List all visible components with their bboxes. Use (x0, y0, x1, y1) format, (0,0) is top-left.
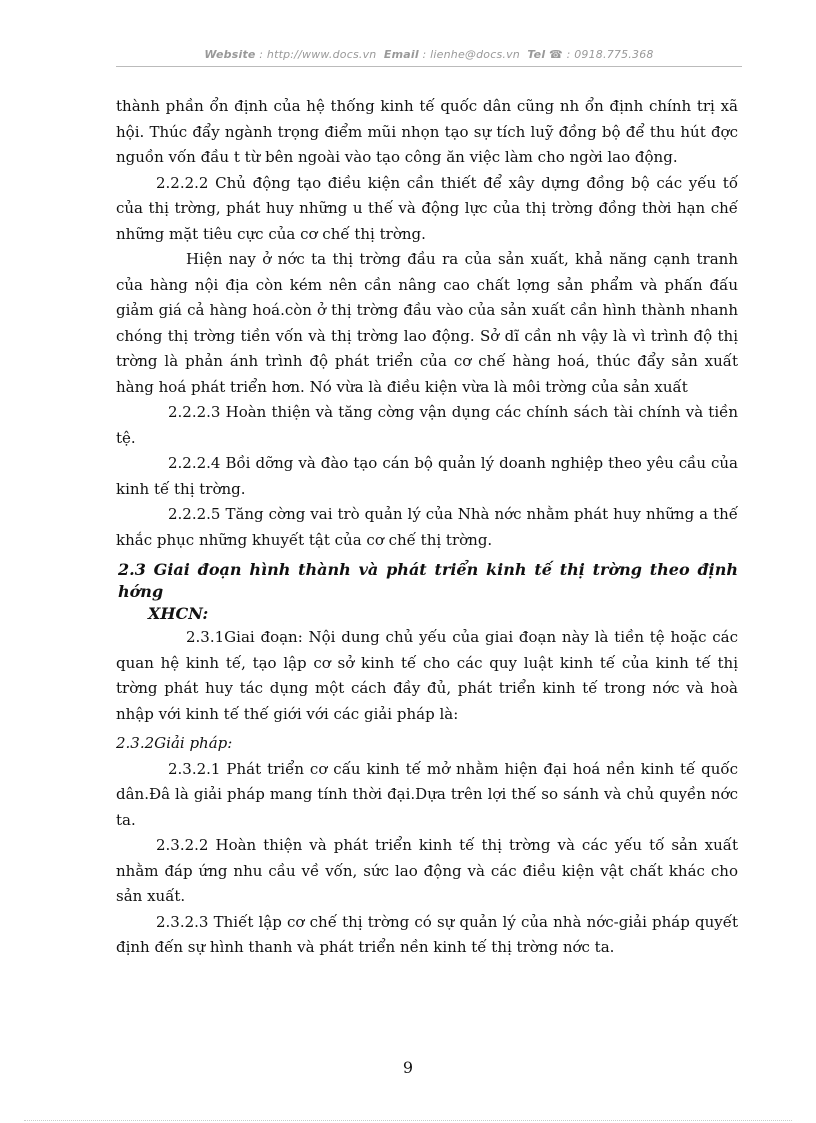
website-label: Website (204, 48, 256, 61)
tel-label: Tel (527, 48, 546, 61)
email-address[interactable]: : lienhe@docs.vn (422, 48, 520, 61)
website-url[interactable]: : http://www.docs.vn (259, 48, 377, 61)
page-number: 9 (402, 1058, 414, 1077)
paragraph: 2.2.2.4 Bồi dỡng và đào tạo cán bộ quản lý doanh nghiệp theo yêu cầu của kinh tế thị trờng. (116, 454, 738, 498)
tel-number: ☎ : 0918.775.368 (549, 48, 654, 61)
section-heading-line1: 2.3 Giai đoạn hình thành và phát triển kinh tế thị trờng theo định hớng (118, 560, 738, 601)
paragraph: 2.2.2.5 Tăng cờng vai trò quản lý của Nhà nớc nhằm phát huy những a thế khắc phục những khuyết tật của cơ chế thị trờng. (116, 505, 738, 549)
subheading: 2.3.2Giải pháp: (116, 734, 233, 752)
footer-divider (24, 1120, 792, 1121)
paragraph: thành phần ổn định của hệ thống kinh tế quốc dân cũng nh ổn định chính trị xã hội. Thúc đẩy ngành trọng điểm mũi nhọn tạo sự tích luỹ đồng bộ để thu hút đợc nguồn vốn đầu t từ bên ngoài vào tạo công ăn việc làm cho ngời lao động. (116, 97, 738, 166)
document-body (116, 94, 738, 961)
email-label: Email (383, 48, 419, 61)
page-header (116, 48, 742, 61)
paragraph: 2.3.1Giai đoạn: Nội dung chủ yếu của giai đoạn này là tiền tệ hoặc các quan hệ kinh tế, tạo lập cơ sở kinh tế cho các quy luật kinh tế của kinh tế thị trờng phát huy tác dụng một cách đầy đủ, phát triển kinh tế trong nớc và hoà nhập với kinh tế thế giới với các giải pháp là: (116, 628, 738, 723)
header-divider (116, 66, 742, 67)
paragraph: 2.3.2.3 Thiết lập cơ chế thị trờng có sự quản lý của nhà nớc-giải pháp quyết định đến sự hình thanh và phát triển nền kinh tế thị trờng nớc ta. (116, 912, 738, 956)
paragraph: Hiện nay ở nớc ta thị trờng đầu ra của sản xuất, khả năng cạnh tranh của hàng nội địa còn kém nên cần nâng cao chất lợng sản phẩm và phấn đấu giảm giá cả hàng hoá.còn ở thị trờng đầu vào của sản xuất cần hình thành nhanh chóng thị trờng tiền vốn và thị trờng lao động. Sở dĩ cần nh vậy là vì trình độ thị trờng là phản ánh trình độ phát triển của cơ chế hàng hoá, thúc đẩy sản xuất hàng hoá phát triển hơn. Nó vừa là điều kiện vừa là môi trờng của sản xuất (116, 250, 738, 396)
paragraph: 2.3.2.2 Hoàn thiện và phát triển kinh tế thị trờng và các yếu tố sản xuất nhằm đáp ứng nhu cầu về vốn, sức lao động và các điều kiện vật chất khác cho sản xuất. (116, 836, 738, 905)
paragraph: 2.2.2.2 Chủ động tạo điều kiện cần thiết để xây dựng đồng bộ các yếu tố của thị trờng, phát huy những u thế và động lực của thị trờng đồng thời hạn chế những mặt tiêu cực của cơ chế thị trờng. (116, 173, 738, 243)
section-heading-line2: XHCN: (148, 604, 209, 623)
section-heading (116, 559, 738, 625)
paragraph: 2.2.2.3 Hoàn thiện và tăng cờng vận dụng các chính sách tài chính và tiền tệ. (116, 403, 738, 447)
paragraph: 2.3.2.1 Phát triển cơ cấu kinh tế mở nhằm hiện đại hoá nền kinh tế quốc dân.Đâ là giải pháp mang tính thời đại.Dựa trên lợi thế so sánh và chủ quyền nớc ta. (116, 759, 738, 829)
